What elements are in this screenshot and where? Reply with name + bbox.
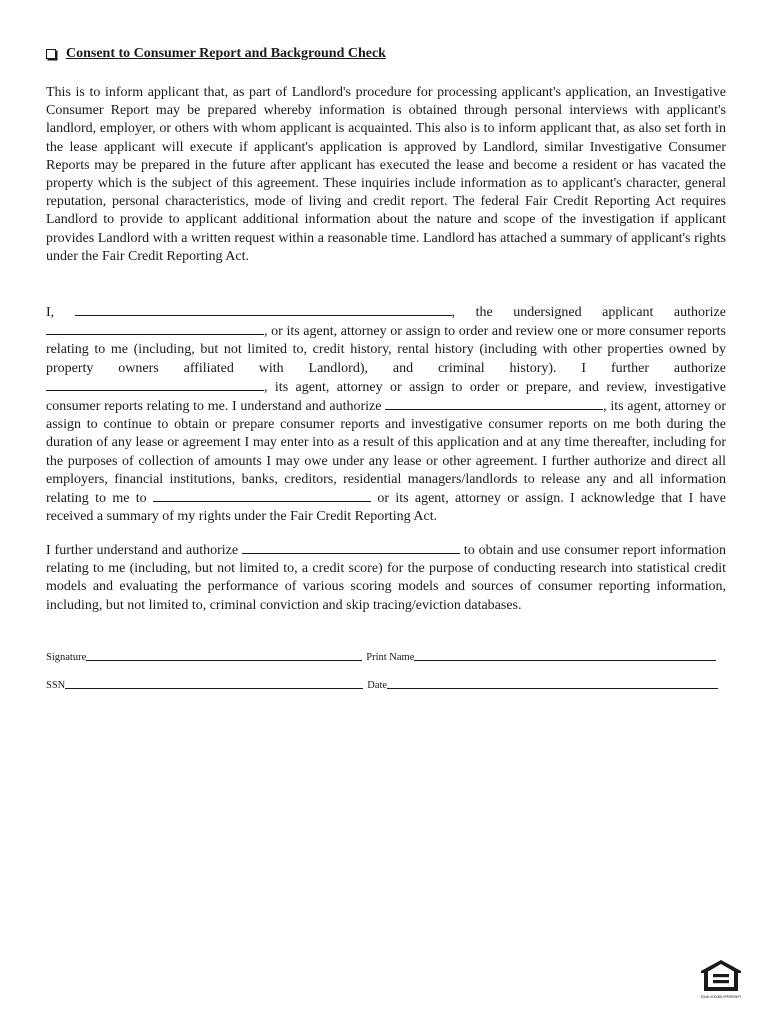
heading-text: Consent to Consumer Report and Background Check bbox=[66, 46, 386, 61]
ssn-date-row bbox=[46, 680, 718, 691]
authorized-party-blank-1[interactable] bbox=[46, 322, 264, 335]
authorized-party-blank-2[interactable] bbox=[46, 378, 264, 391]
consent-checkbox[interactable] bbox=[46, 49, 56, 59]
equal-housing-label: EQUAL HOUSING OPPORTUNITY bbox=[701, 995, 742, 999]
signature-field[interactable] bbox=[86, 659, 362, 661]
section-heading bbox=[46, 46, 386, 62]
ssn-label: SSN bbox=[46, 680, 66, 691]
print-name-label: Print Name bbox=[366, 652, 415, 663]
signature-row bbox=[46, 652, 716, 663]
authorization-paragraph: I, , the undersigned applicant authorize , or its agent, attorney or assign to order and review one or more consumer reports relating to me (including, but not limited to, credit history, rental history (including with other properties owned by property owners affiliated with Landlord), and criminal history). I further authorize , its agent, attorney or assign to order or prepare, and review, investigative consumer reports relating to me. I understand and authorize , its agent, attorney or assign to continue to obtain or prepare consumer reports and investigative consumer reports on me both during the duration of any lease or agreement I may enter into as a result of this application and at any time thereafter, including for the purposes of collection of amounts I may owe under any lease or other agreement. I further authorize and direct all employers, financial institutions, banks, creditors, residential managers/landlords to release any and all information relating to me to or its agent, attorney or assign. I acknowledge that I have received a summary of my rights under the Fair Credit Reporting Act. bbox=[46, 305, 726, 525]
date-field[interactable] bbox=[387, 687, 718, 689]
authorized-party-blank-3[interactable] bbox=[385, 397, 603, 410]
applicant-name-blank[interactable] bbox=[75, 303, 452, 316]
ssn-field[interactable] bbox=[65, 687, 363, 689]
notice-paragraph: This is to inform applicant that, as part of Landlord's procedure for processing applicant's application, an Investigative Consumer Report may be prepared whereby information is obtained through personal interviews with applicant's landlord, employer, or others with whom applicant is acquainted. This also is to inform applicant that, as also set forth in the lease applicant will execute if applicant's application is approved by Landlord, similar Investigative Consumer Reports may be prepared in the future after applicant has executed the lease and become a resident or has vacated the property which is the subject of this agreement. These inquiries include information as to applicant's character, general reputation, personal characteristics, mode of living and credit report. The federal Fair Credit Reporting Act requires Landlord to provide to applicant additional information about the nature and scope of the investigation if applicant provides Landlord with a written request within a reasonable time. Landlord has attached a summary of applicant's rights under the Fair Credit Reporting Act. bbox=[46, 85, 726, 264]
equal-housing-logo bbox=[698, 958, 744, 1004]
date-label: Date bbox=[367, 680, 388, 691]
authorized-party-blank-5[interactable] bbox=[242, 541, 460, 554]
print-name-field[interactable] bbox=[414, 659, 716, 661]
research-paragraph: I further understand and authorize to obtain and use consumer report information relating to me (including, but not limited to, a credit score) for the purpose of conducting research into statistical credit models and evaluating the performance of various scoring models and sources of consumer reporting information, including, but not limited to, criminal conviction and skip tracing/eviction databases. bbox=[46, 543, 726, 613]
authorized-party-blank-4[interactable] bbox=[153, 489, 371, 502]
signature-label: Signature bbox=[46, 652, 87, 663]
